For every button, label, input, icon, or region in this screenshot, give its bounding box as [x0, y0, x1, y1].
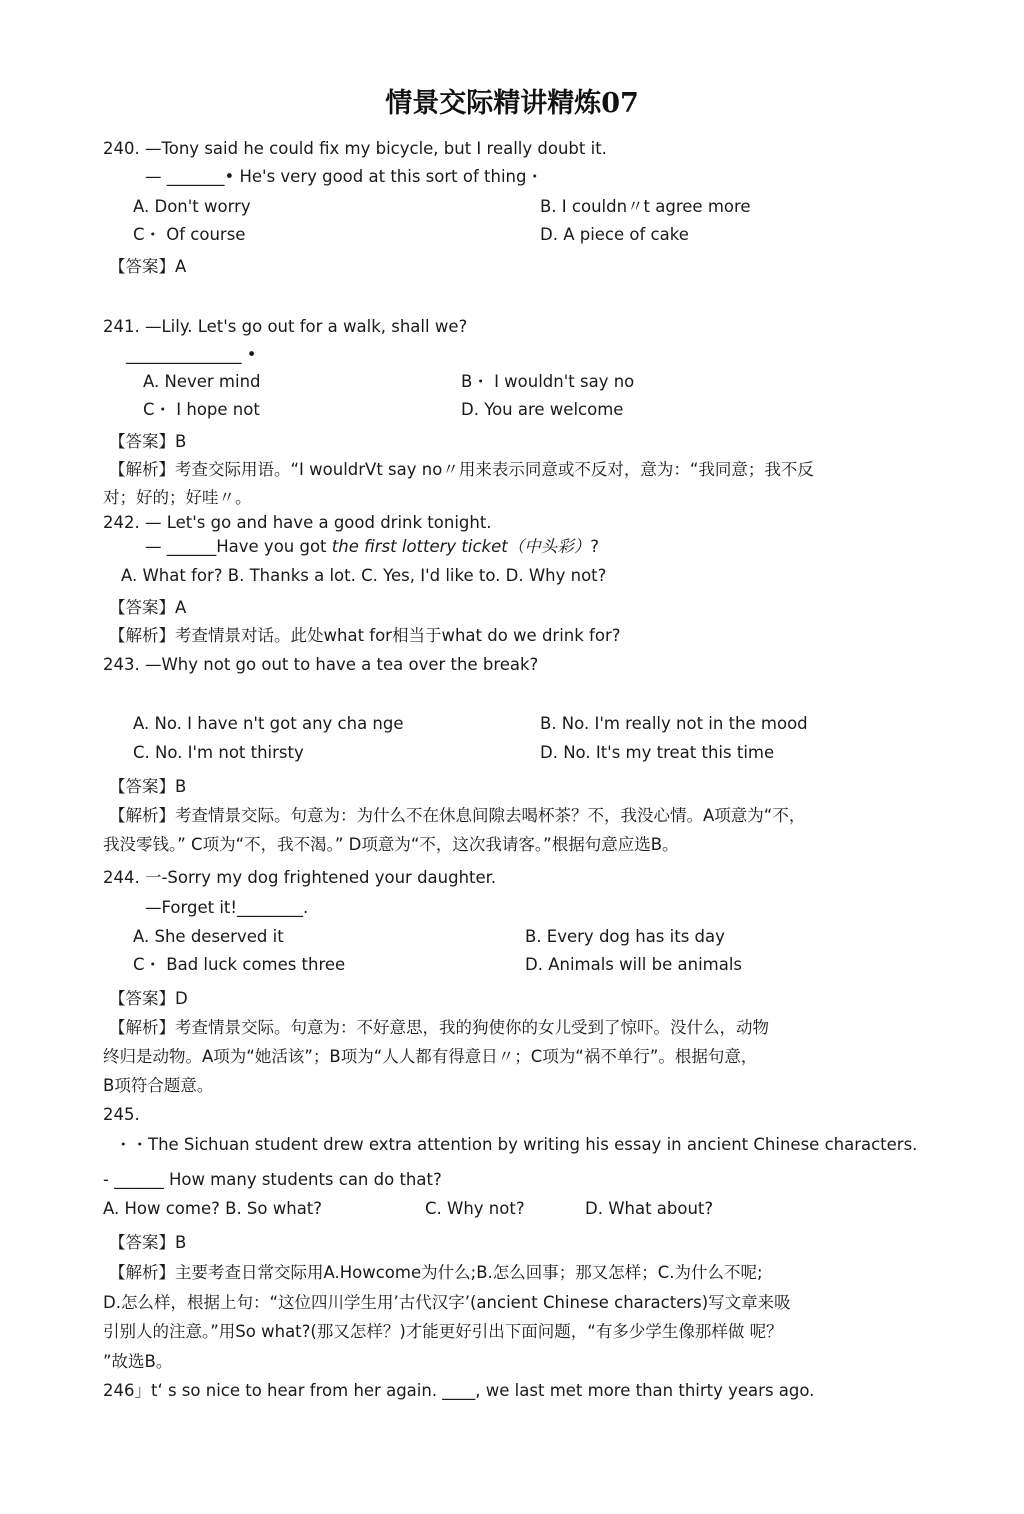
question-240-option-b: B. I couldn〃t agree more — [540, 197, 751, 216]
question-240-option-c: C・ Of course — [133, 225, 246, 244]
question-241-option-d: D. You are welcome — [461, 400, 624, 419]
question-240-stem: 240. —Tony said he could fix my bicycle, but I really doubt it. — [103, 139, 607, 158]
question-242-reply-end: ? — [590, 537, 599, 556]
question-243-stem: 243. —Why not go out to have a tea over the break? — [103, 655, 539, 674]
question-242-answer: 【答案】A — [109, 598, 187, 617]
question-241-reply: ______________ • — [126, 345, 257, 364]
question-244-analysis-line3: B项符合题意。 — [103, 1076, 214, 1095]
question-244-analysis-line1: 【解析】考查情景交际。句意为：不好意思，我的狗使你的女儿受到了惊吓。没什么，动物 — [109, 1018, 769, 1037]
question-242-stem: 242. — Let's go and have a good drink tonight. — [103, 513, 492, 532]
question-244-option-b: B. Every dog has its day — [525, 927, 725, 946]
question-244-option-c: C・ Bad luck comes three — [133, 955, 346, 974]
question-240-option-d: D. A piece of cake — [540, 225, 689, 244]
question-245-analysis-line4: ”故选B。 — [103, 1352, 173, 1371]
question-244-answer: 【答案】D — [109, 989, 188, 1008]
question-243-option-c: C. No. I'm not thirsty — [133, 743, 304, 762]
question-243-option-a: A. No. I have n't got any cha nge — [133, 714, 404, 733]
question-242-options: A. What for? B. Thanks a lot. C. Yes, I'd like to. D. Why not? — [121, 566, 607, 585]
question-244-option-a: A. She deserved it — [133, 927, 284, 946]
question-241-answer: 【答案】B — [109, 432, 187, 451]
question-241-option-a: A. Never mind — [143, 372, 261, 391]
question-245-analysis-line3: 引别人的注意。”用So what?(那又怎样？)才能更好引出下面问题，“有多少学生像那样做 呢？ — [103, 1322, 783, 1341]
question-245-stem: ・・The Sichuan student drew extra attention by writing his essay in ancient Chinese characters. — [115, 1135, 918, 1154]
question-240-answer: 【答案】A — [109, 257, 187, 276]
question-240-option-a: A. Don't worry — [133, 197, 251, 216]
question-242-reply-italic: the first lottery ticket（中头彩） — [331, 537, 591, 556]
question-245-option-d: D. What about? — [585, 1199, 714, 1218]
question-241-option-b: B・ I wouldn't say no — [461, 372, 635, 391]
question-244-option-d: D. Animals will be animals — [525, 955, 743, 974]
question-243-answer: 【答案】B — [109, 777, 187, 796]
question-243-option-d: D. No. It's my treat this time — [540, 743, 775, 762]
question-242-reply-text: — ______Have you got — [145, 537, 332, 556]
question-241-option-c: C・ I hope not — [143, 400, 260, 419]
question-241-stem: 241. —Lily. Let's go out for a walk, shall we? — [103, 317, 468, 336]
question-245-reply: - ______ How many students can do that? — [103, 1170, 442, 1189]
question-245-analysis-line2: D.怎么样，根据上句：“这位四川学生用’古代汉字’(ancient Chinese characters)写文章来吸 — [103, 1293, 791, 1312]
question-245-analysis-line1: 【解析】主要考查日常交际用A.Howcome为什么;B.怎么回事；那又怎样；C.为什么不呢; — [109, 1263, 763, 1282]
question-245-answer: 【答案】B — [109, 1233, 187, 1252]
question-246-stem: 246」t‘ s so nice to hear from her again. ____, we last met more than thirty years ago. — [103, 1381, 815, 1400]
question-243-analysis-line2: 我没零钱。” C项为“不，我不渴。” D项意为“不，这次我请客。”根据句意应选B。 — [103, 835, 679, 854]
page-title: 情景交际精讲精炼07 — [385, 88, 639, 119]
question-241-analysis-line2: 对；好的；好哇〃。 — [103, 488, 252, 507]
question-242-reply — [145, 536, 599, 558]
question-245-option-c: C. Why not? — [425, 1199, 525, 1218]
question-242-analysis: 【解析】考查情景对话。此处what for相当于what do we drink for? — [109, 626, 621, 645]
question-243-analysis-line1: 【解析】考查情景交际。句意为：为什么不在休息间隙去喝杯茶？不，我没心情。A项意为“不， — [109, 806, 806, 825]
question-244-analysis-line2: 终归是动物。A项为“她活该”；B项为“人人都有得意日〃；C项为“祸不单行”。根据句意， — [103, 1047, 758, 1066]
question-245-number: 245. — [103, 1105, 140, 1124]
question-240-reply: — _______• He's very good at this sort of thing・ — [145, 167, 543, 186]
question-241-analysis-line1: 【解析】考查交际用语。“I wouldrVt say no〃用来表示同意或不反对，意为：“我同意；我不反 — [109, 460, 814, 479]
question-244-stem: 244. 一-Sorry my dog frightened your daughter. — [103, 868, 497, 887]
question-245-options-ab: A. How come? B. So what? — [103, 1199, 323, 1218]
question-243-option-b: B. No. I'm really not in the mood — [540, 714, 808, 733]
question-244-reply: —Forget it!________. — [145, 898, 309, 917]
